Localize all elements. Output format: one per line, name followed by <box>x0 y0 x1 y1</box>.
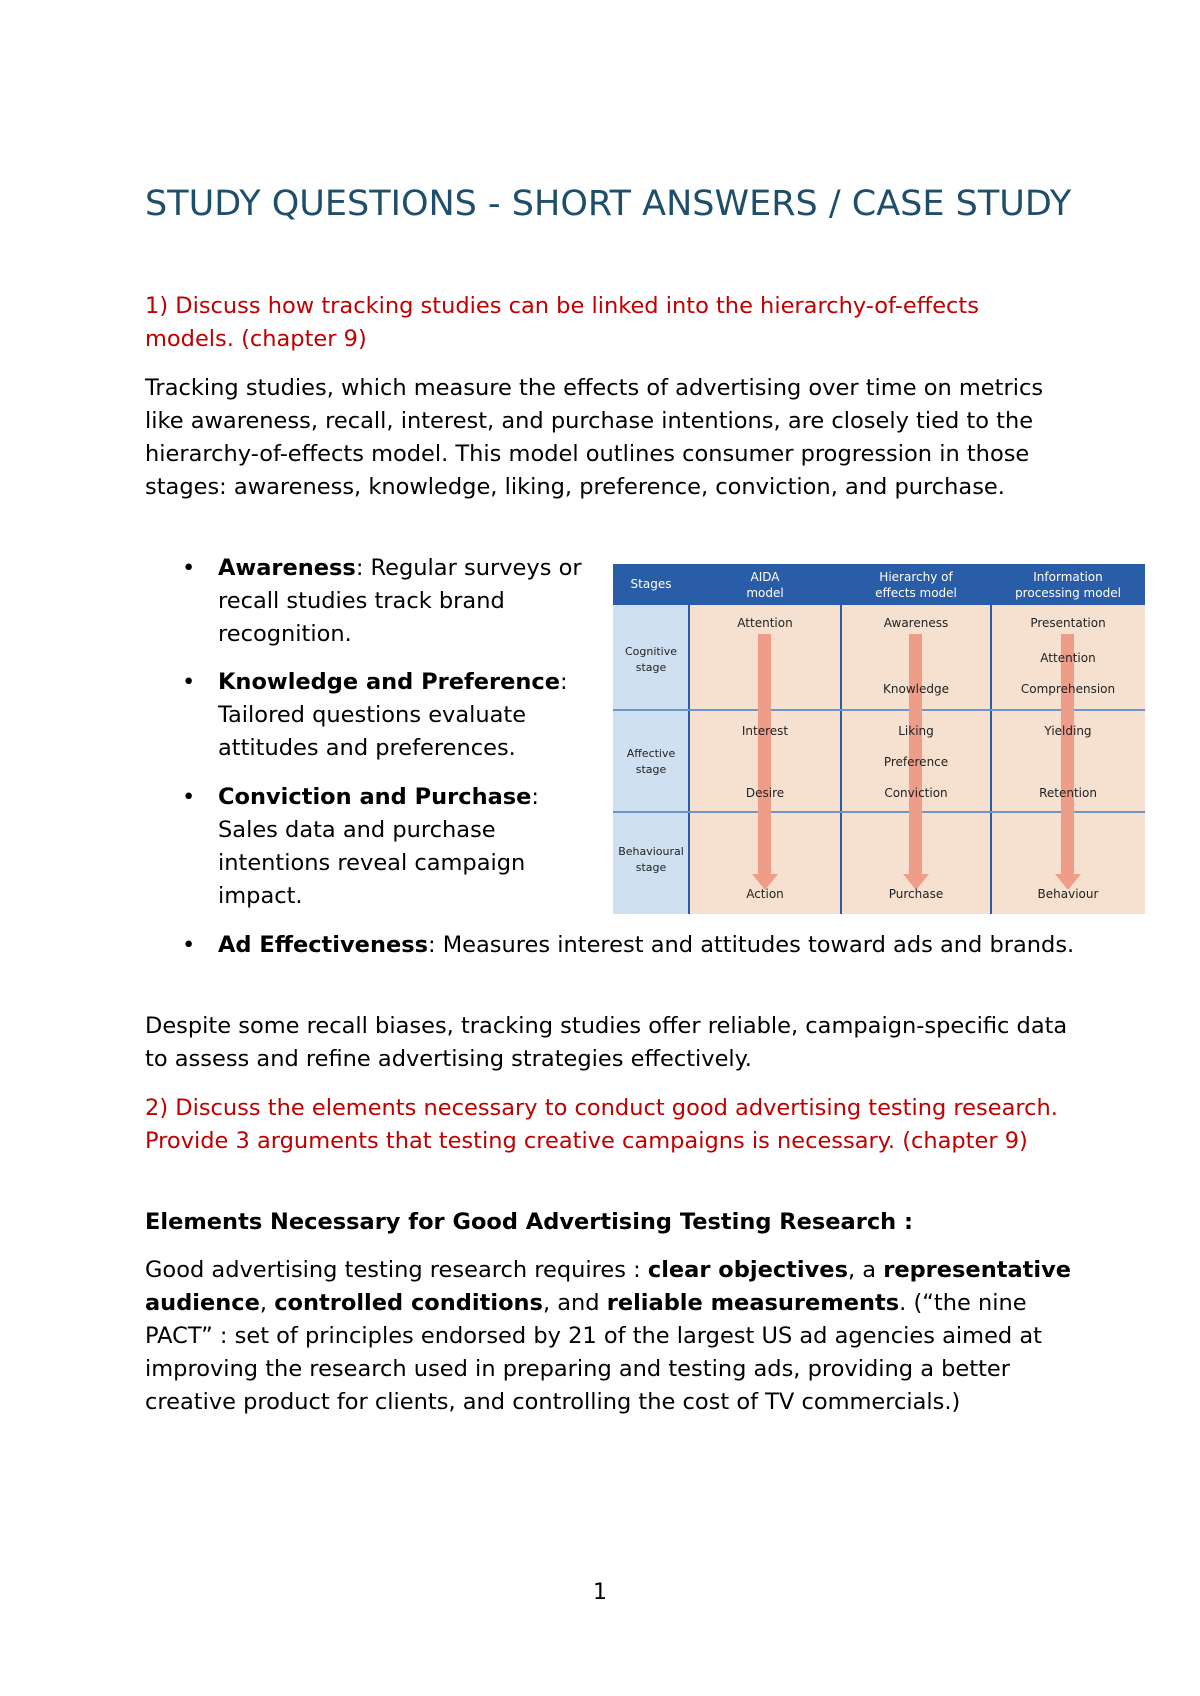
bullet-text: : Sales data and purchase intentions reveal campaign impact. <box>218 784 540 909</box>
stage-cognitive: Cognitive stage <box>624 645 678 674</box>
arrow-icon <box>909 634 922 874</box>
section-heading: Elements Necessary for Good Advertising Testing Research : <box>145 1209 914 1235</box>
aida-desire: Desire <box>745 786 785 800</box>
ipm-retention: Retention <box>1039 786 1097 800</box>
ipm-yielding: Yielding <box>1044 724 1092 738</box>
bullet-term: Conviction and Purchase <box>218 784 532 810</box>
header-stages: Stages <box>613 564 689 605</box>
bullet-dot-icon: • <box>182 932 196 958</box>
paragraph-elements <box>145 1254 1080 1419</box>
bullet-term: Knowledge and Preference <box>218 669 560 695</box>
bullet-ad-effectiveness <box>182 929 1078 962</box>
stage-behavioural: Behavioural stage <box>618 845 684 874</box>
bold-run: clear objectives <box>647 1257 848 1283</box>
text-run: , <box>259 1290 275 1316</box>
aida-interest: Interest <box>741 724 789 738</box>
page-number: 1 <box>593 1580 607 1605</box>
text-run: . (“the nine PACT” : set of principles endorsed by 21 of the largest US ad agencies aimed at improving the research used in preparing and testing ads, providing a better creative product for clients, and controlling the cost of TV commercials.) <box>145 1290 1042 1415</box>
bullet-awareness <box>182 552 598 651</box>
bold-run: reliable measurements <box>606 1290 900 1316</box>
bullet-text: : Tailored questions evaluate attitudes and preferences. <box>218 669 568 761</box>
bullet-dot-icon: • <box>182 669 196 695</box>
bullet-conviction-purchase <box>182 781 598 913</box>
header-hierarchy: Hierarchy of effects model <box>841 564 991 605</box>
hierarchy-models-figure <box>613 564 1145 914</box>
paragraph-conclusion: Despite some recall biases, tracking studies offer reliable, campaign-specific data to assess and refine advertising strategies effectively. <box>145 1013 1068 1072</box>
question-2: 2) Discuss the elements necessary to conduct good advertising testing research. Provide 3 arguments that testing creative campaigns is necessary. (chapter 9) <box>145 1095 1058 1154</box>
hoe-preference: Preference <box>883 755 949 769</box>
text-run: , and <box>542 1290 607 1316</box>
text-run: Good advertising testing research requires : <box>145 1257 648 1283</box>
text-run: , a <box>847 1257 884 1283</box>
arrow-icon <box>1061 634 1074 874</box>
ipm-presentation: Presentation <box>1030 616 1106 630</box>
arrow-icon <box>758 634 771 874</box>
header-aida: AIDA model <box>689 564 841 605</box>
hoe-purchase: Purchase <box>888 887 944 901</box>
paragraph-tracking-studies: Tracking studies, which measure the effects of advertising over time on metrics like awareness, recall, interest, and purchase intentions, are closely tied to the hierarchy-of-effects model. This model outlines consumer progression in those stages: awareness, knowledge, liking, preference, conviction, and purchase. <box>145 375 1044 500</box>
bullet-dot-icon: • <box>182 784 196 810</box>
page-title: STUDY QUESTIONS - SHORT ANSWERS / CASE STUDY <box>145 184 1072 224</box>
aida-attention: Attention <box>737 616 793 630</box>
bullet-text: : Measures interest and attitudes toward ads and brands. <box>428 932 1075 958</box>
bold-run: controlled conditions <box>274 1290 543 1316</box>
question-1: 1) Discuss how tracking studies can be linked into the hierarchy-of-effects models. (chapter 9) <box>145 293 979 352</box>
bullet-dot-icon: • <box>182 555 196 581</box>
bullet-knowledge-preference <box>182 666 598 765</box>
bullet-term: Awareness <box>218 555 356 581</box>
ipm-behaviour: Behaviour <box>1037 887 1099 901</box>
aida-action: Action <box>746 887 784 901</box>
ipm-comprehension: Comprehension <box>1020 682 1116 696</box>
header-info-processing: Information processing model <box>991 564 1145 605</box>
ipm-attention: Attention <box>1040 651 1096 665</box>
bullet-term: Ad Effectiveness <box>218 932 429 958</box>
hoe-awareness: Awareness <box>883 616 949 630</box>
hoe-liking: Liking <box>898 724 934 738</box>
bold-run: representative audience <box>145 1257 1072 1316</box>
bullet-text: : Regular surveys or recall studies track brand recognition. <box>218 555 582 647</box>
hoe-knowledge: Knowledge <box>883 682 949 696</box>
hoe-conviction: Conviction <box>884 786 948 800</box>
stage-affective: Affective stage <box>626 747 676 776</box>
